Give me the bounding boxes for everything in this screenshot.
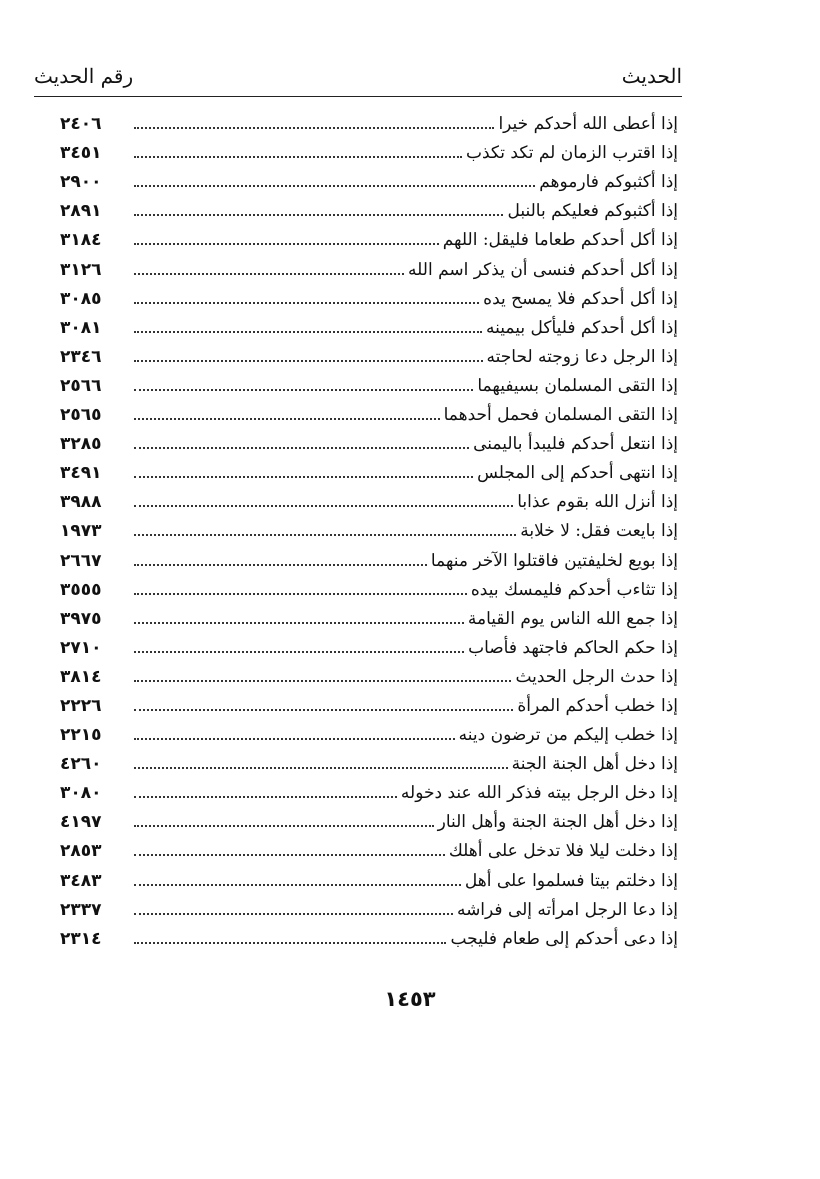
dotted-leader: [134, 389, 473, 391]
hadith-number: ٢٣١٤: [60, 928, 102, 949]
hadith-number: ٢٤٠٦: [60, 114, 102, 135]
dotted-leader: [134, 884, 461, 886]
hadith-number: ٢٦٦٧: [60, 550, 102, 571]
index-entry: [60, 746, 678, 775]
dotted-leader: [134, 738, 455, 740]
hadith-text: إذا دخلت ليلا فلا تدخل على أهلك: [448, 841, 678, 862]
index-entry: [60, 572, 678, 601]
hadith-number: ٣٩٧٥: [60, 608, 102, 629]
dotted-leader: [134, 651, 464, 653]
hadith-number: ٤٢٦٠: [60, 754, 102, 775]
dotted-leader: [134, 767, 508, 769]
index-entry: [60, 775, 678, 804]
hadith-text: إذا أعطى الله أحدكم خيرا: [498, 114, 678, 135]
index-entry: [60, 717, 678, 746]
page-number: ١٤٥٣: [384, 987, 436, 1011]
hadith-number: ٣٠٨٠: [60, 783, 102, 804]
index-entry: [60, 397, 678, 426]
hadith-number: ٢٣٣٧: [60, 899, 102, 920]
hadith-number: ٢٢١٥: [60, 725, 102, 746]
index-entry: [60, 251, 678, 280]
hadith-number: ٣١٨٤: [60, 230, 102, 251]
dotted-leader: [134, 564, 427, 566]
dotted-leader: [134, 302, 479, 304]
index-entry: [60, 164, 678, 193]
hadith-number: ١٩٧٣: [60, 521, 102, 542]
hadith-number: ٣٠٨١: [60, 317, 102, 338]
index-entry: [60, 601, 678, 630]
dotted-leader: [134, 447, 469, 449]
hadith-text: إذا حدث الرجل الحديث: [515, 666, 678, 687]
hadith-text: إذا أكثبوكم فعليكم بالنبل: [507, 201, 678, 222]
page-header: [34, 58, 682, 94]
header-divider: [34, 96, 682, 97]
hadith-number: ٣٥٥٥: [60, 579, 102, 600]
index-entry: [60, 135, 678, 164]
index-entry: [60, 542, 678, 571]
dotted-leader: [134, 273, 404, 275]
hadith-text: إذا خطب إليكم من ترضون دينه: [458, 725, 678, 746]
dotted-leader: [134, 709, 513, 711]
hadith-text: إذا جمع الله الناس يوم القيامة: [467, 608, 678, 629]
index-entry: [60, 513, 678, 542]
hadith-text: إذا أنزل الله بقوم عذابا: [517, 492, 678, 513]
index-entry: [60, 833, 678, 862]
hadith-text: إذا اقترب الزمان لم تكد تكذب: [465, 143, 678, 164]
hadith-number: ٣٨١٤: [60, 666, 102, 687]
index-entry: [60, 281, 678, 310]
index-entry: [60, 659, 678, 688]
hadith-text: إذا التقى المسلمان بسيفيهما: [477, 375, 678, 396]
hadith-text: إذا انتهى أحدكم إلى المجلس: [477, 463, 678, 484]
hadith-number: ٢٩٠٠: [60, 172, 102, 193]
dotted-leader: [134, 825, 434, 827]
dotted-leader: [134, 214, 503, 216]
dotted-leader: [134, 942, 446, 944]
dotted-leader: [134, 185, 535, 187]
hadith-text: إذا دخلتم بيتا فسلموا على أهل: [464, 870, 678, 891]
hadith-number: ٢٥٦٦: [60, 375, 102, 396]
dotted-leader: [134, 360, 483, 362]
index-entry: [60, 484, 678, 513]
hadith-number: ٢٢٢٦: [60, 695, 102, 716]
hadith-number: ٢٣٤٦: [60, 346, 102, 367]
index-entry: [60, 222, 678, 251]
index-entry: [60, 310, 678, 339]
hadith-number: ٢٥٦٥: [60, 405, 102, 426]
hadith-number: ٤١٩٧: [60, 812, 102, 833]
hadith-number: ٣٩٨٨: [60, 492, 102, 513]
hadith-text: إذا دعى أحدكم إلى طعام فليجب: [450, 928, 678, 949]
dotted-leader: [134, 534, 516, 536]
hadith-text: إذا حكم الحاكم فاجتهد فأصاب: [468, 637, 678, 658]
column-title-hadith: الحديث: [621, 64, 682, 88]
hadith-text: إذا أكل أحدكم طعاما فليقل: اللهم: [442, 230, 678, 251]
index-entry: [60, 368, 678, 397]
hadith-text: إذا التقى المسلمان فحمل أحدهما: [443, 405, 678, 426]
hadith-number: ٢٧١٠: [60, 637, 102, 658]
dotted-leader: [134, 854, 445, 856]
hadith-text: إذا الرجل دعا زوجته لحاجته: [486, 346, 678, 367]
hadith-number: ٢٨٩١: [60, 201, 102, 222]
hadith-text: إذا دخل أهل الجنة الجنة: [511, 754, 678, 775]
dotted-leader: [134, 476, 473, 478]
hadith-number: ٣٠٨٥: [60, 288, 102, 309]
hadith-number: ٣٤٥١: [60, 143, 102, 164]
hadith-text: إذا أكل أحدكم فنسى أن يذكر اسم الله: [408, 259, 678, 280]
hadith-text: إذا دخل أهل الجنة الجنة وأهل النار: [437, 812, 678, 833]
hadith-text: إذا أكل أحدكم فلا يمسح يده: [483, 288, 678, 309]
dotted-leader: [134, 156, 462, 158]
hadith-text: إذا دعا الرجل امرأته إلى فراشه: [456, 899, 678, 920]
hadith-text: إذا انتعل أحدكم فليبدأ باليمنى: [473, 434, 678, 455]
index-entry: [60, 455, 678, 484]
dotted-leader: [134, 243, 439, 245]
dotted-leader: [134, 913, 453, 915]
hadith-index-list: [60, 106, 678, 950]
hadith-text: إذا أكل أحدكم فليأكل بيمينه: [486, 317, 678, 338]
dotted-leader: [134, 796, 397, 798]
hadith-text: إذا تثاءب أحدكم فليمسك بيده: [470, 579, 678, 600]
hadith-text: إذا خطب أحدكم المرأة: [517, 695, 678, 716]
dotted-leader: [134, 680, 511, 682]
index-entry: [60, 106, 678, 135]
hadith-number: ٣٤٩١: [60, 463, 102, 484]
index-entry: [60, 804, 678, 833]
index-entry: [60, 426, 678, 455]
index-entry: [60, 921, 678, 950]
dotted-leader: [134, 127, 494, 129]
dotted-leader: [134, 418, 440, 420]
hadith-text: إذا دخل الرجل بيته فذكر الله عند دخوله: [400, 783, 678, 804]
index-entry: [60, 630, 678, 659]
hadith-text: إذا بويع لخليفتين فاقتلوا الآخر منهما: [430, 550, 678, 571]
hadith-number: ٣١٢٦: [60, 259, 102, 280]
index-entry: [60, 339, 678, 368]
dotted-leader: [134, 505, 513, 507]
hadith-text: إذا بايعت فقل: لا خلابة: [520, 521, 678, 542]
hadith-text: إذا أكثبوكم فارموهم: [539, 172, 678, 193]
dotted-leader: [134, 593, 467, 595]
index-entry: [60, 892, 678, 921]
index-entry: [60, 688, 678, 717]
dotted-leader: [134, 331, 482, 333]
hadith-number: ٣٢٨٥: [60, 434, 102, 455]
dotted-leader: [134, 622, 464, 624]
hadith-number: ٣٤٨٣: [60, 870, 102, 891]
index-entry: [60, 193, 678, 222]
column-title-hadith-number: رقم الحديث: [34, 64, 134, 88]
hadith-number: ٢٨٥٣: [60, 841, 102, 862]
index-entry: [60, 862, 678, 891]
